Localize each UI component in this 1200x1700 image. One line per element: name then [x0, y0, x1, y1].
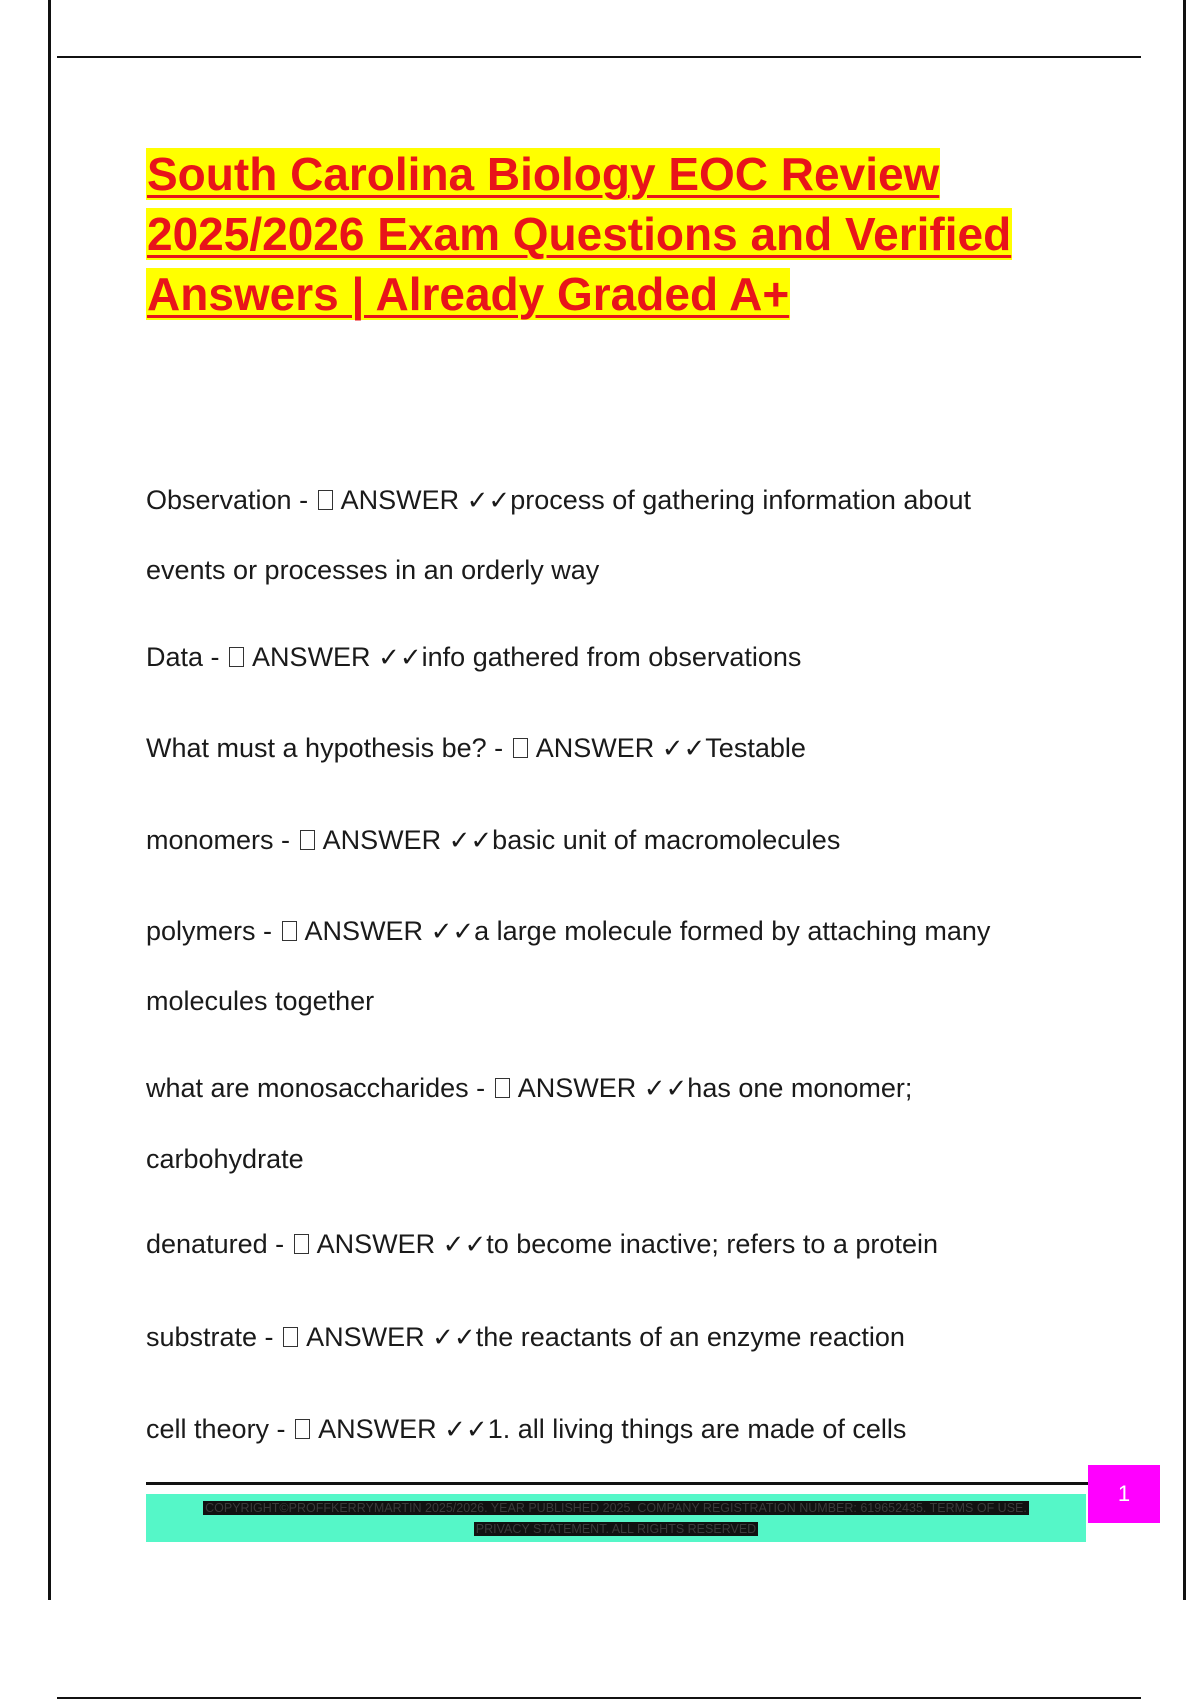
qa-answer: the reactants of an enzyme reaction	[475, 1322, 905, 1352]
double-check-icon: ✓✓	[378, 643, 422, 673]
qa-term: What must a hypothesis be? -	[146, 733, 511, 763]
qa-term: Observation -	[146, 485, 316, 515]
answer-marker: ANSWER	[517, 1073, 637, 1103]
double-check-icon: ✓✓	[432, 1323, 476, 1353]
next-page-rule	[57, 1697, 1141, 1699]
qa-term: monomers -	[146, 825, 298, 855]
qa-answer: process of gathering information about	[510, 485, 971, 515]
qa-item	[146, 1302, 1046, 1373]
header-rule	[57, 56, 1141, 58]
answer-marker: ANSWER	[340, 485, 460, 515]
qa-item	[146, 1394, 1046, 1465]
double-check-icon: ✓✓	[466, 486, 511, 516]
qa-term: polymers -	[146, 916, 280, 946]
missing-glyph-icon	[318, 490, 333, 510]
qa-item	[146, 805, 1046, 876]
qa-term: cell theory -	[146, 1414, 294, 1444]
double-check-icon: ✓✓	[643, 1074, 688, 1104]
footer-rule	[146, 1482, 1088, 1485]
answer-marker: ANSWER	[316, 1229, 436, 1259]
copyright-line-2: PRIVACY STATEMENT. ALL RIGHTS RESERVED	[475, 1522, 757, 1536]
page-number-badge: 1	[1088, 1465, 1160, 1523]
qa-item	[146, 1209, 1046, 1280]
qa-answer: basic unit of macromolecules	[492, 825, 841, 855]
missing-glyph-icon	[282, 921, 297, 941]
qa-item-continuation: events or processes in an orderly way	[146, 555, 600, 585]
answer-marker: ANSWER	[304, 916, 424, 946]
qa-term: Data -	[146, 642, 228, 672]
copyright-line-1: COPYRIGHT©PROFFKERRYMARTIN 2025/2026. YEAR PUBLISHED 2025. COMPANY REGISTRATION NUMBER: 619652435. TERMS OF USE.	[205, 1501, 1027, 1515]
qa-term: substrate -	[146, 1322, 282, 1352]
qa-item	[146, 896, 1046, 967]
answer-marker: ANSWER	[252, 642, 371, 672]
qa-answer: to become inactive; refers to a protein	[486, 1229, 938, 1259]
missing-glyph-icon	[229, 647, 244, 667]
qa-item-continuation: molecules together	[146, 986, 375, 1016]
double-check-icon: ✓✓	[661, 734, 706, 764]
answer-marker: ANSWER	[535, 733, 655, 763]
answer-marker: ANSWER	[322, 825, 442, 855]
qa-item	[146, 713, 1046, 784]
missing-glyph-icon	[295, 1419, 310, 1439]
qa-answer: 1. all living things are made of cells	[487, 1414, 907, 1444]
double-check-icon: ✓✓	[448, 826, 493, 856]
qa-answer: a large molecule formed by attaching many	[474, 916, 991, 946]
copyright-footer	[146, 1494, 1086, 1542]
qa-item	[146, 622, 1046, 693]
double-check-icon: ✓✓	[442, 1230, 487, 1260]
qa-answer: info gathered from observations	[421, 642, 802, 672]
double-check-icon: ✓✓	[444, 1415, 488, 1445]
missing-glyph-icon	[300, 830, 315, 850]
document-title-text: South Carolina Biology EOC Review 2025/2026 Exam Questions and Verified Answers | Already Graded A+	[147, 148, 1012, 320]
qa-answer: has one monomer;	[687, 1073, 913, 1103]
qa-term: what are monosaccharides -	[146, 1073, 493, 1103]
missing-glyph-icon	[283, 1327, 298, 1347]
qa-term: denatured -	[146, 1229, 292, 1259]
document-title	[146, 144, 1106, 324]
missing-glyph-icon	[495, 1078, 510, 1098]
page-right-border	[1183, 0, 1186, 1600]
missing-glyph-icon	[294, 1234, 309, 1254]
page-left-border	[48, 0, 51, 1600]
qa-item	[146, 465, 1046, 536]
qa-answer: Testable	[705, 733, 806, 763]
double-check-icon: ✓✓	[430, 917, 475, 947]
answer-marker: ANSWER	[318, 1414, 437, 1444]
answer-marker: ANSWER	[306, 1322, 425, 1352]
qa-item-continuation: carbohydrate	[146, 1144, 304, 1174]
qa-item	[146, 1053, 1046, 1124]
missing-glyph-icon	[513, 738, 528, 758]
